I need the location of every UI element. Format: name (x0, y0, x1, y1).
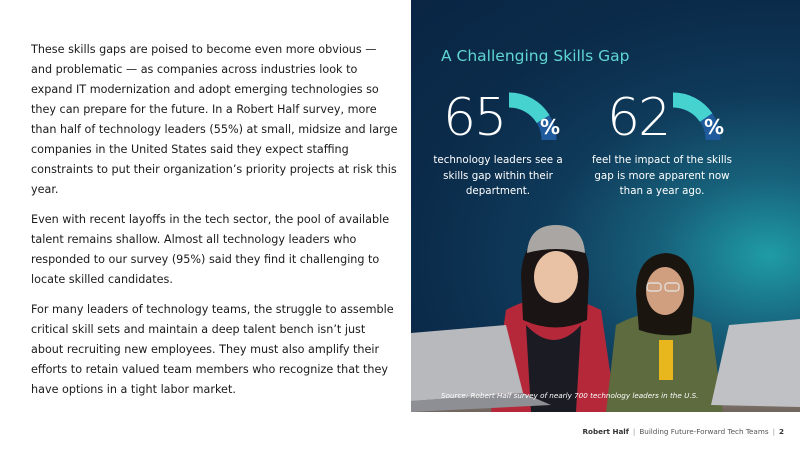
paragraph-2: Even with recent layoffs in the tech sector, the pool of available talent remains shallow. Almost all technology leaders who responded to our survey (95%) said they find it challenging to locate skilled candidates. (31, 213, 390, 286)
stat-number: 65 (443, 88, 506, 148)
team-photo (411, 215, 800, 412)
stat-caption: feel the impact of the skills gap is more apparent now than a year ago. (592, 154, 732, 197)
footer-brand: Robert Half (582, 427, 629, 436)
stat-impact (592, 88, 777, 198)
page-footer (582, 427, 784, 436)
panel-title: A Challenging Skills Gap (441, 47, 630, 65)
stats-panel (411, 0, 800, 412)
footer-separator: | (772, 427, 775, 436)
page-number: 2 (778, 427, 784, 436)
body-text (31, 40, 399, 410)
source-note: Source: Robert Half survey of nearly 700 technology leaders in the U.S. (441, 391, 699, 400)
stat-caption: technology leaders see a skills gap within their department. (433, 154, 563, 197)
percent-symbol: % (704, 115, 725, 139)
paragraph-1: These skills gaps are poised to become even more obvious — and problematic — as companies across industries look to expand IT modernization and adopt emerging technologies so they can prepare for the future. In a Robert Half survey, more than half of technology leaders (55%) at small, midsize and large companies in the United States said they expect staffing constraints to put their organization’s priority projects at risk this year. (31, 43, 398, 196)
footer-doc-title: Building Future-Forward Tech Teams (639, 427, 769, 436)
stat-number: 62 (607, 88, 670, 148)
footer-separator: | (632, 427, 636, 436)
paragraph-3: For many leaders of technology teams, the struggle to assemble critical skill sets and maintain a deep talent bench isn’t just about recruiting new employees. They must also amplify their efforts to retain valued team members who recognize that they have options in a tight labor market. (31, 303, 394, 396)
percent-symbol: % (540, 115, 561, 139)
